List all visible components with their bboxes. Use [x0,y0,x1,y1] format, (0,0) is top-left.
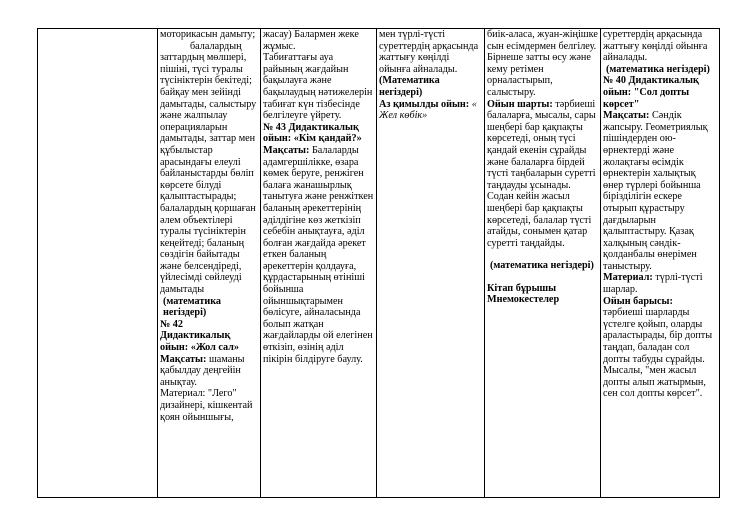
corner-label: Кітап бұрышы [487,282,557,294]
game-number: № 42 [160,318,183,330]
corner-label: Мнемокестелер [487,294,560,306]
section-label: (математика негіздері) [606,63,710,75]
cell-text: мен түрлі-түсті суреттердің арқасында жаттығу көңілді ойынға айналады. [379,29,479,75]
cell-text: Табиғаттағы ауа райының жағдайын бақылауға және бақылаудың нәтижелерін табиғат күн тізбесінде белгілеуге үйрету. [263,52,373,122]
goal-label: Мақсаты: [603,110,650,122]
game-title: Дидактикалық [160,330,231,342]
cell-text: жасау) Балармен жеке жұмыс. [263,29,359,52]
progress-text: тәрбиеші шарларды үстелге қойып, оларды араластырады, бір допты таңдап, баладан сол допты табуды сұрайды. Мысалы, "мен жасыл допты алып жатырмын, сен сол допты көрсет". [603,307,713,400]
table-cell-col3 [261,29,377,498]
table-cell-col6 [601,29,720,498]
section-label: (Математика негіздері) [379,75,440,98]
game-label: Аз қимылды ойын: [379,98,470,110]
material-text: Материал: "Лего" дизайнері, кішкентай қоян ойыншығы, [160,388,253,423]
cell-text: биік-аласа, жуан-жіңішке сын есімдермен белгілеу. Бірнеше затты өсу және кему ретімен орналастырып, салыстыру. [487,29,598,98]
progress-label: Ойын барысы: [603,295,673,307]
goal-label: Мақсаты: [263,144,310,156]
cell-text: балалардың [190,40,242,52]
cell-text: суреттердің арқасында жаттығу көңілді ойынға айналады. [603,29,708,64]
table-row [38,29,720,498]
goal-label: Мақсаты: [160,353,207,365]
cell-text: заттардың мөлшері, пішіні, түсі туралы түсініктерін бекітеді; байқау мен зейінді дамытады, салыстыру және жалпылау операцияларын дамытады, заттар мен құбылыстар арасындағы елеулі байланыстарды бөліп көрсете білуді қалыптастырады; балалардың қоршаған әлем объектілері туралы түсініктерін кеңейтеді; баланың сөздігін байытады және белсендіреді, үйлесімді сөйлеуді дамытады [160,52,257,296]
section-label: (математика негіздері) [490,260,594,272]
table-cell-empty [38,29,158,498]
cell-text: моторикасын дамыту; [160,29,256,40]
table-cell-col2 [158,29,261,498]
goal-text: Балаларды адамгершілікке, өзара көмек беруге, ренжіген балаға жанашырлық танытуға және ренжіткен баланың әрекеттерінің әділдігіне көз жеткізіп себебін анықтауға, әділ болған жағдайда әрекет еткен баланың әрекеттерін қолдауға, құрдастарының өтініші бойынша ойыншықтарымен бөлісуге, айналасында болып жатқан жағдайларды ой елегінен өткізіп, өзінің әділ пікірін білдіруге баулу. [263,144,374,365]
game-name: « Жел көбік» [379,98,477,122]
rules-label: Ойын шарты: [487,98,553,110]
table-cell-col5 [485,29,601,498]
section-label: (математика негіздері) [163,295,222,319]
game-title: № 40 Дидактикалық ойын: "Сол допты көрсет" [603,75,699,110]
game-title: № 43 Дидактикалық ойын: «Кім қандай?» [263,121,362,145]
table-cell-col4 [377,29,485,498]
material-label: Материал: [603,272,653,284]
rules-text: тәрбиеші балаларға, мысалы, сары шеңбері бар қақпақты көрсетеді, оның түсі қандай екенін сұрайды және балаларға бірдей түсті таңбаларын суретті таңдауды ұсынады. Содан кейін жасыл шеңбері бар қақпақты көрсетеді, балалар түсті атайды, сонымен қатар суретті таңдайды. [487,98,596,249]
document-sheet [37,28,719,498]
goal-text: шаманы қабылдау деңгейін анықтау. [160,353,245,388]
goal-text: Сәндік жапсыру. Геометриялық пішіндерден ою-өрнектерді және жолақтағы өсімдік өрнектерін халықтық өнер түрлері бойынша біріздiлігін ескере отырып құрастыру дағдыларын қалыптастыру. Қазақ халқының сәндік-қолданбалы өнерімен таныстыру. [603,110,708,272]
plan-table [37,28,720,498]
game-title: ойын: «Жол сал» [160,342,239,354]
material-text: түрлі-түсті шарлар. [603,272,703,296]
